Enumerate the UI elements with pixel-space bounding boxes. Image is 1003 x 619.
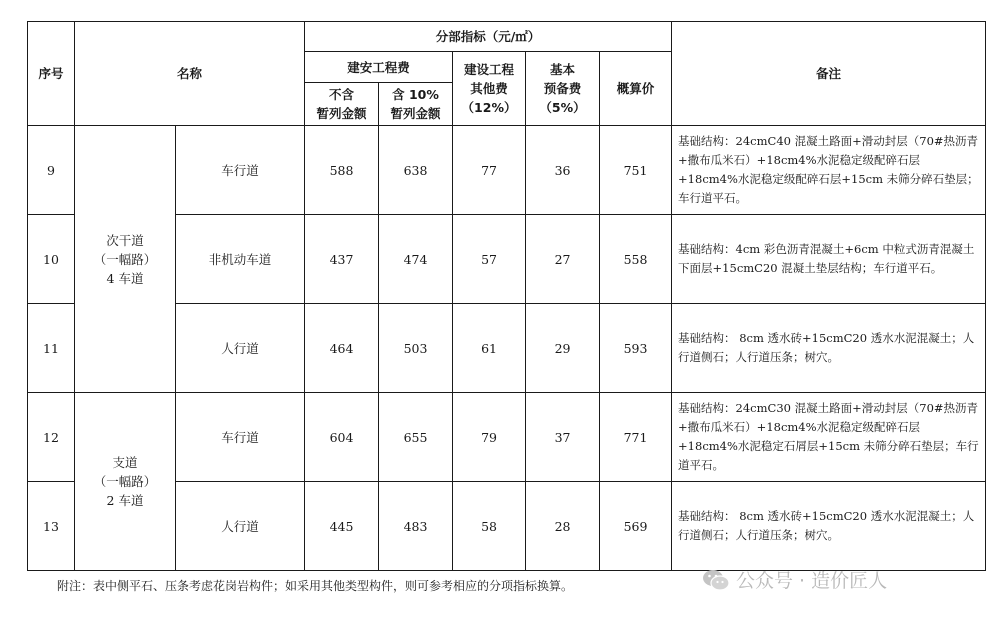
row-reserve: 28 [526, 482, 600, 571]
row-seq: 12 [28, 393, 75, 482]
row-sub: 车行道 [176, 393, 305, 482]
header-incl: 含 10% 暂列金额 [379, 83, 453, 126]
header-estimate: 概算价 [600, 52, 672, 126]
row-incl: 503 [379, 304, 453, 393]
row-estimate: 593 [600, 304, 672, 393]
row-seq: 13 [28, 482, 75, 571]
watermark [702, 566, 887, 593]
row-excl: 445 [305, 482, 379, 571]
row-remark: 基础结构：24cmC30 混凝土路面+滑动封层（70#热沥青+撒布瓜米石）+18cm4%水泥稳定级配碎石层+18cm4%水泥稳定石屑层+15cm 未筛分碎石垫层；车行道平石。 [672, 393, 986, 482]
row-incl: 638 [379, 126, 453, 215]
row-estimate: 558 [600, 215, 672, 304]
header-excl: 不含 暂列金额 [305, 83, 379, 126]
wechat-icon [702, 569, 730, 591]
row-other: 61 [453, 304, 526, 393]
row-reserve: 37 [526, 393, 600, 482]
header-remark: 备注 [672, 22, 986, 126]
header-name: 名称 [75, 22, 305, 126]
row-excl: 464 [305, 304, 379, 393]
group-label: 次干道 （一幅路） 4 车道 [75, 126, 176, 393]
row-reserve: 27 [526, 215, 600, 304]
row-other: 79 [453, 393, 526, 482]
header-reserve: 基本 预备费 （5%） [526, 52, 600, 126]
footnote: 附注：表中侧平石、压条考虑花岗岩构件；如采用其他类型构件，则可参考相应的分项指标换算。 [57, 579, 574, 593]
table-row [28, 393, 986, 482]
header-group: 分部指标（元/㎡） [305, 22, 672, 52]
group-label: 支道 （一幅路） 2 车道 [75, 393, 176, 571]
row-seq: 11 [28, 304, 75, 393]
row-sub: 人行道 [176, 304, 305, 393]
cost-index-table [27, 21, 986, 571]
watermark-text: 公众号 · 造价匠人 [736, 570, 888, 592]
row-excl: 588 [305, 126, 379, 215]
row-excl: 437 [305, 215, 379, 304]
header-seq: 序号 [28, 22, 75, 126]
header-other-cost: 建设工程 其他费 （12%） [453, 52, 526, 126]
row-sub: 人行道 [176, 482, 305, 571]
row-incl: 483 [379, 482, 453, 571]
row-sub: 车行道 [176, 126, 305, 215]
row-reserve: 29 [526, 304, 600, 393]
row-seq: 10 [28, 215, 75, 304]
row-other: 77 [453, 126, 526, 215]
row-remark: 基础结构：24cmC40 混凝土路面+滑动封层（70#热沥青+撒布瓜米石）+18cm4%水泥稳定级配碎石层+18cm4%水泥稳定级配碎石层+15cm 未筛分碎石垫层；车行道平石。 [672, 126, 986, 215]
row-excl: 604 [305, 393, 379, 482]
row-remark: 基础结构： 8cm 透水砖+15cmC20 透水水泥混凝土；人行道侧石；人行道压条；树穴。 [672, 482, 986, 571]
row-remark: 基础结构： 8cm 透水砖+15cmC20 透水水泥混凝土；人行道侧石；人行道压条；树穴。 [672, 304, 986, 393]
row-other: 57 [453, 215, 526, 304]
row-reserve: 36 [526, 126, 600, 215]
row-estimate: 751 [600, 126, 672, 215]
row-sub: 非机动车道 [176, 215, 305, 304]
header-build-install: 建安工程费 [305, 52, 453, 83]
row-seq: 9 [28, 126, 75, 215]
row-other: 58 [453, 482, 526, 571]
row-estimate: 771 [600, 393, 672, 482]
row-estimate: 569 [600, 482, 672, 571]
row-incl: 474 [379, 215, 453, 304]
row-remark: 基础结构：4cm 彩色沥青混凝土+6cm 中粒式沥青混凝土下面层+15cmC20 混凝土垫层结构；车行道平石。 [672, 215, 986, 304]
table-row [28, 126, 986, 215]
row-incl: 655 [379, 393, 453, 482]
